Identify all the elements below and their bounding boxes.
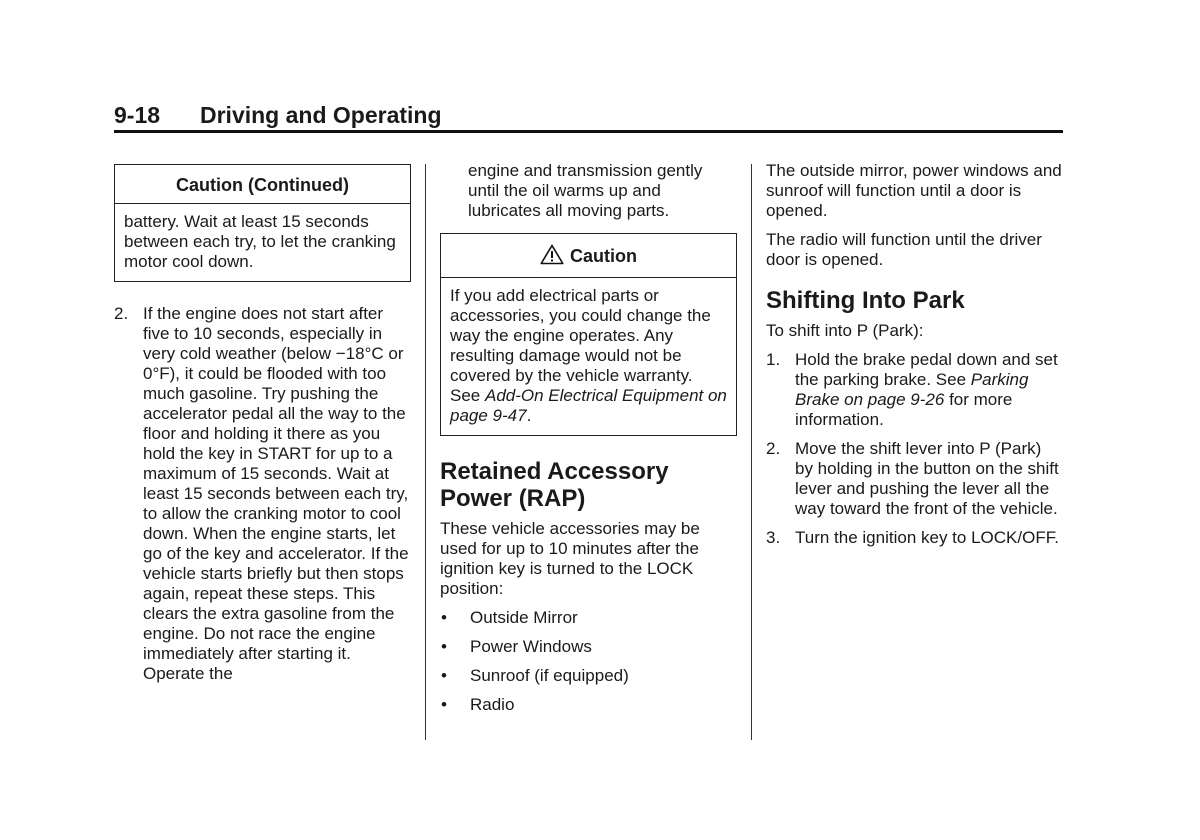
step-text: Move the shift lever into P (Park) by holding in the button on the shift lever and pushing the lever all the way toward the front of the vehicle.	[795, 439, 1059, 518]
rap-heading: Retained Accessory Power (RAP)	[440, 458, 669, 512]
list-item	[440, 608, 737, 628]
warning-triangle-icon	[540, 244, 564, 269]
park-step-2	[766, 439, 1063, 519]
column-2	[440, 161, 737, 724]
step-2	[114, 304, 411, 684]
caution-title: Caution	[570, 246, 637, 266]
bullet-icon: •	[441, 608, 447, 627]
bullet-icon: •	[441, 666, 447, 685]
caution-body	[441, 278, 736, 435]
step-text-end: for more information.	[795, 390, 1013, 429]
step-number: 1.	[766, 350, 781, 369]
caution-body-text: If you add electrical parts or accessories, you could change the way the engine operates. Any resulting damage would not be covered by the vehicle warranty. See	[450, 286, 711, 405]
list-item-text: Power Windows	[470, 637, 592, 656]
column-3	[766, 161, 1063, 557]
step-number: 2.	[766, 439, 781, 458]
park-heading: Shifting Into Park	[766, 287, 965, 314]
list-item	[440, 637, 737, 657]
caution-box-header	[441, 234, 736, 278]
park-step-1	[766, 350, 1063, 430]
bullet-icon: •	[441, 695, 447, 714]
caution-continued-box	[114, 164, 411, 282]
column-divider-1	[425, 164, 426, 740]
rap-intro: These vehicle accessories may be used for up to 10 minutes after the ignition key is turned to the LOCK position:	[440, 519, 700, 598]
cross-reference-link: Add-On Electrical Equipment on page 9-47	[450, 386, 727, 425]
caution-body-end: .	[526, 406, 532, 425]
caution-continued-title: Caution (Continued)	[115, 165, 410, 204]
section-title: Driving and Operating	[200, 102, 442, 128]
park-intro: To shift into P (Park):	[766, 321, 924, 340]
continued-text: engine and transmission gently until the oil warms up and lubricates all moving parts.	[468, 161, 703, 220]
step-number: 2.	[114, 304, 129, 323]
accessory-list	[440, 608, 737, 715]
list-item	[440, 695, 737, 715]
step-text-start: Hold the brake pedal down and set the parking brake. See	[795, 350, 1058, 389]
caution-box	[440, 233, 737, 436]
paragraph-radio: The radio will function until the driver door is opened.	[766, 230, 1042, 269]
list-item-text: Outside Mirror	[470, 608, 578, 627]
park-step-3	[766, 528, 1063, 548]
paragraph-mirror: The outside mirror, power windows and sunroof will function until a door is opened.	[766, 161, 1062, 220]
list-item-text: Radio	[470, 695, 515, 714]
column-1	[114, 164, 411, 693]
step-text: Turn the ignition key to LOCK/OFF.	[795, 528, 1059, 547]
step-number: 3.	[766, 528, 781, 547]
page-header	[114, 100, 1063, 133]
column-divider-2	[751, 164, 752, 740]
caution-continued-body: battery. Wait at least 15 seconds between each try, to let the cranking motor cool down.	[124, 212, 396, 271]
list-item-text: Sunroof (if equipped)	[470, 666, 629, 685]
step-text: If the engine does not start after five to 10 seconds, especially in very cold weather (below −18°C or 0°F), it could be flooded with too much gasoline. Try pushing the accelerator pedal all the way to the floor and holding it there as you hold the key in START for up to a maximum of 15 seconds. Wait at least 15 seconds between each try, to allow the cranking motor to cool down. When the engine starts, let go of the key and accelerator. If the vehicle starts briefly but then stops again, repeat these steps. This clears the extra gasoline from the engine. Do not race the engine immediately after starting it. Operate the	[143, 304, 409, 683]
cross-reference-link: Parking Brake on page 9-26	[795, 370, 1029, 409]
page-number: 9-18	[114, 102, 161, 128]
step-text	[795, 350, 1063, 430]
list-item	[440, 666, 737, 686]
bullet-icon: •	[441, 637, 447, 656]
